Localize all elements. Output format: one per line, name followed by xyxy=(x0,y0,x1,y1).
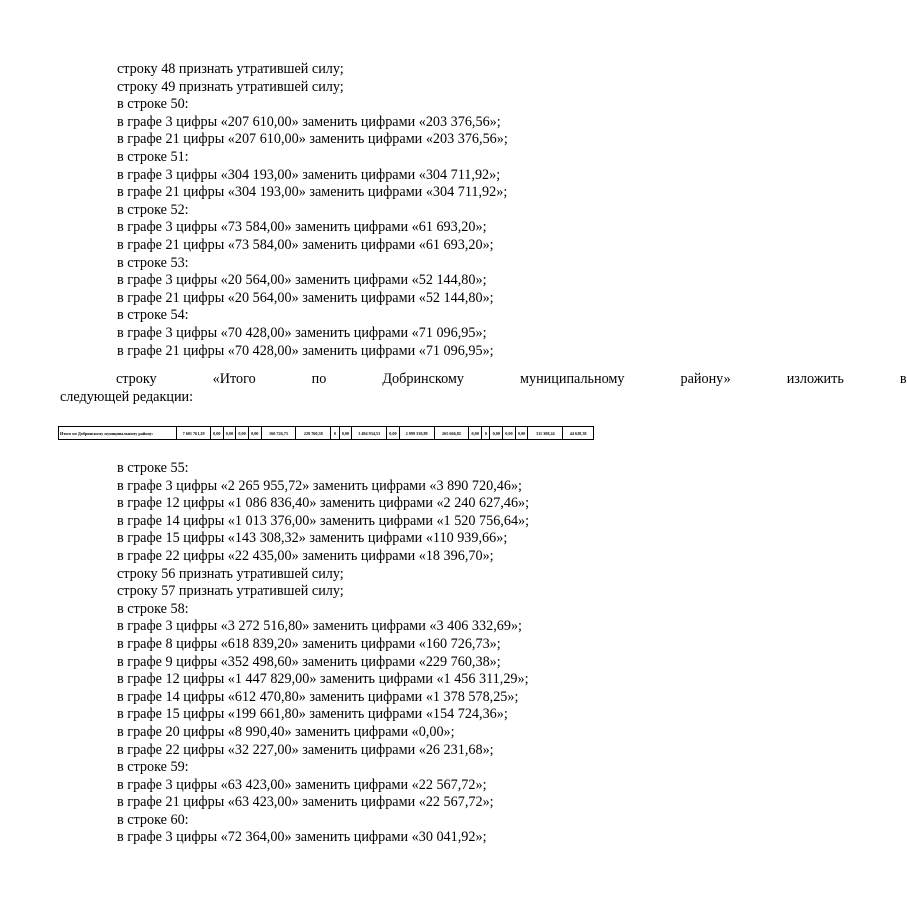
summary-cell: 265 666,82 xyxy=(434,427,469,440)
text-line: в графе 14 цифры «612 470,80» заменить цифрами «1 378 578,25»; xyxy=(117,688,519,705)
summary-row xyxy=(59,427,594,440)
word: в xyxy=(899,371,907,387)
text-line: в строке 53: xyxy=(117,254,189,271)
text-line: в графе 3 цифры «3 272 516,80» заменить цифрами «3 406 332,69»; xyxy=(117,618,522,635)
text-line: в графе 22 цифры «32 227,00» заменить цифрами «26 231,68»; xyxy=(117,741,494,758)
amendments-list-lines-55-60 xyxy=(117,460,529,847)
word: строку xyxy=(116,371,157,387)
summary-cell: 3 494 934,53 xyxy=(352,427,387,440)
summary-cell: 0,00 xyxy=(210,427,223,440)
text-line: в графе 15 цифры «143 308,32» заменить цифрами «110 939,66»; xyxy=(117,530,508,547)
text-line: в графе 20 цифры «8 990,40» заменить цифрами «0,00»; xyxy=(117,723,455,740)
summary-cell: 0,00 xyxy=(515,427,528,440)
summary-cell: 44 628,38 xyxy=(563,427,594,440)
summary-cell: 2 099 330,89 xyxy=(399,427,434,440)
text-line: в строке 52: xyxy=(117,201,189,218)
text-line: строку 56 признать утратившей силу; xyxy=(117,565,344,582)
text-line: строку 49 признать утратившей силу; xyxy=(117,78,344,95)
text-line: в строке 58: xyxy=(117,600,189,617)
summary-cell: 0 xyxy=(331,427,339,440)
summary-cell: 0,00 xyxy=(387,427,400,440)
text-line: в строке 59: xyxy=(117,759,189,776)
word: изложить xyxy=(786,371,844,387)
summary-cell: 0,00 xyxy=(503,427,516,440)
summary-cell: 0,00 xyxy=(223,427,236,440)
word: по xyxy=(311,371,327,387)
summary-label-cell: Итого по Добринскому муниципальному району: xyxy=(59,427,177,440)
summary-cell: 229 760,38 xyxy=(296,427,331,440)
summary-cell: 160 726,73 xyxy=(261,427,296,440)
summary-cell: 0,00 xyxy=(469,427,482,440)
text-line: в графе 3 цифры «2 265 955,72» заменить цифрами «3 890 720,46»; xyxy=(117,477,522,494)
text-line: в графе 21 цифры «70 428,00» заменить цифрами «71 096,95»; xyxy=(117,342,494,359)
word: Добринскому xyxy=(382,371,464,387)
text-line: в графе 9 цифры «352 498,60» заменить цифрами «229 760,38»; xyxy=(117,653,501,670)
summary-table xyxy=(58,426,594,440)
summary-cell: 311 308,24 xyxy=(528,427,563,440)
text-line: в графе 14 цифры «1 013 376,00» заменить цифрами «1 520 756,64»; xyxy=(117,512,530,529)
text-line: в строке 54: xyxy=(117,307,189,324)
itogo-paragraph-line-2: следующей редакции: xyxy=(60,388,194,405)
itogo-paragraph xyxy=(60,371,907,406)
text-line: в графе 15 цифры «199 661,80» заменить цифрами «154 724,36»; xyxy=(117,706,508,723)
summary-cell: 0,00 xyxy=(339,427,352,440)
text-line: в графе 21 цифры «20 564,00» заменить цифрами «52 144,80»; xyxy=(117,289,494,306)
text-line: в строке 50: xyxy=(117,96,189,113)
summary-cell: 0,00 xyxy=(490,427,503,440)
text-line: в графе 3 цифры «304 193,00» заменить цифрами «304 711,92»; xyxy=(117,166,501,183)
itogo-paragraph-line-1 xyxy=(60,371,907,389)
text-line: в графе 3 цифры «70 428,00» заменить цифрами «71 096,95»; xyxy=(117,324,487,341)
word: району» xyxy=(680,371,731,387)
summary-cell: 0,00 xyxy=(236,427,249,440)
text-line: строку 57 признать утратившей силу; xyxy=(117,583,344,600)
text-line: в графе 12 цифры «1 447 829,00» заменить цифрами «1 456 311,29»; xyxy=(117,671,529,688)
text-line: в строке 55: xyxy=(117,460,189,476)
text-line: в графе 3 цифры «63 423,00» заменить цифрами «22 567,72»; xyxy=(117,776,487,793)
summary-cell: 0 xyxy=(482,427,490,440)
text-line: строку 48 признать утратившей силу; xyxy=(117,61,344,77)
text-line: в строке 60: xyxy=(117,811,189,828)
amendments-list-lines-48-54 xyxy=(117,61,508,360)
text-line: в графе 3 цифры «73 584,00» заменить цифрами «61 693,20»; xyxy=(117,219,487,236)
text-line: в графе 21 цифры «304 193,00» заменить цифрами «304 711,92»; xyxy=(117,184,508,201)
text-line: в графе 12 цифры «1 086 836,40» заменить цифрами «2 240 627,46»; xyxy=(117,495,530,512)
text-line: в графе 21 цифры «207 610,00» заменить цифрами «203 376,56»; xyxy=(117,131,508,148)
text-line: в графе 3 цифры «72 364,00» заменить цифрами «30 041,92»; xyxy=(117,829,487,846)
text-line: в графе 21 цифры «73 584,00» заменить цифрами «61 693,20»; xyxy=(117,236,494,253)
word: муниципальному xyxy=(520,371,625,387)
text-line: в графе 8 цифры «618 839,20» заменить цифрами «160 726,73»; xyxy=(117,635,501,652)
text-line: в строке 51: xyxy=(117,148,189,165)
summary-cell: 0,00 xyxy=(248,427,261,440)
word: «Итого xyxy=(212,371,256,387)
text-line: в графе 3 цифры «20 564,00» заменить цифрами «52 144,80»; xyxy=(117,272,487,289)
text-line: в графе 22 цифры «22 435,00» заменить цифрами «18 396,70»; xyxy=(117,547,494,564)
summary-cell: 7 601 761,29 xyxy=(177,427,211,440)
text-line: в графе 21 цифры «63 423,00» заменить цифрами «22 567,72»; xyxy=(117,794,494,811)
text-line: в графе 3 цифры «207 610,00» заменить цифрами «203 376,56»; xyxy=(117,113,501,130)
